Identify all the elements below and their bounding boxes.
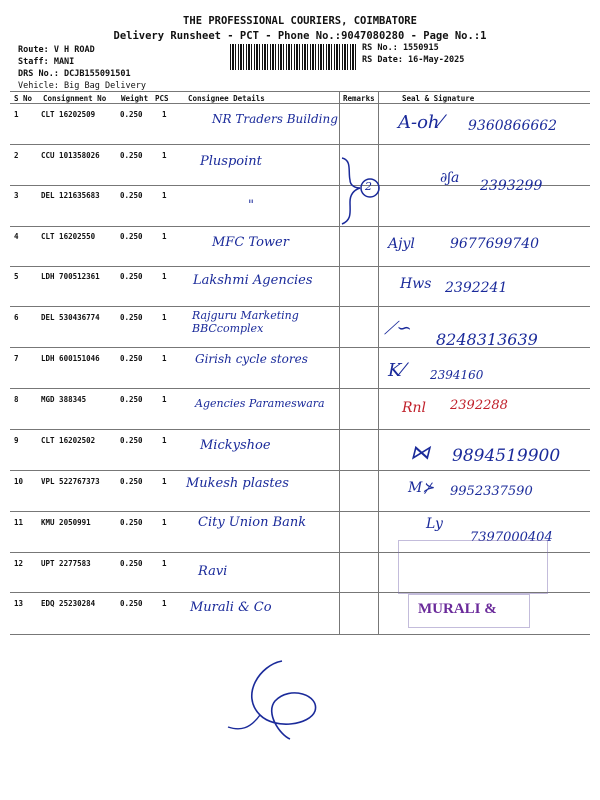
col-header-signature: Seal & Signature (402, 94, 475, 103)
consignee-handwritten: Ravi (198, 564, 228, 579)
signature-phone: 2393299 (480, 178, 543, 194)
row-pcs: 1 (162, 354, 167, 363)
row-pcs: 1 (162, 232, 167, 241)
row-consignment: DEL 121635683 (41, 191, 100, 200)
signature-scribble: ⋈ (410, 440, 430, 464)
row-sno: 4 (14, 232, 19, 241)
row-sno: 13 (14, 599, 24, 608)
col-header-remarks: Remarks (343, 94, 375, 103)
row-consignment: LDH 700512361 (41, 272, 100, 281)
row-weight: 0.250 (120, 395, 143, 404)
consignee-handwritten: Mukesh plastes (186, 476, 289, 491)
row-pcs: 1 (162, 151, 167, 160)
signature-scribble: A-oh⁄ (398, 112, 443, 133)
row-sno: 2 (14, 151, 19, 160)
row-pcs: 1 (162, 110, 167, 119)
signature-scribble: ⟋∽ (384, 318, 412, 339)
row-consignment: CLT 16202509 (41, 110, 96, 119)
signature-scribble: M⊁ (408, 480, 435, 496)
consignee-handwritten: Agencies Parameswara (195, 397, 325, 410)
runsheet-subtitle: Delivery Runsheet - PCT - Phone No.:9047080280 - Page No.:1 (113, 30, 487, 42)
row-divider (10, 511, 590, 512)
consignee-handwritten: MFC Tower (212, 235, 289, 250)
consignee-handwritten: Murali & Co (190, 600, 272, 615)
row-consignment: DEL 530436774 (41, 313, 100, 322)
row-weight: 0.250 (120, 272, 143, 281)
signature-scribble: Ajyl (388, 236, 415, 252)
stamp-text: MURALI & (418, 601, 497, 617)
row-pcs: 1 (162, 436, 167, 445)
row-weight: 0.250 (120, 313, 143, 322)
row-consignment: CLT 16202502 (41, 436, 96, 445)
consignee-handwritten: Mickyshoe (200, 438, 271, 453)
row-pcs: 1 (162, 559, 167, 568)
remarks-count: 2 (365, 180, 372, 193)
row-consignment: CLT 16202550 (41, 232, 96, 241)
col-header-consignee: Consignee Details (188, 94, 265, 103)
route-info: Route: V H ROAD (18, 45, 95, 55)
row-sno: 7 (14, 354, 19, 363)
row-divider (10, 306, 590, 307)
row-divider (10, 226, 590, 227)
consignee-handwritten: NR Traders Building (212, 112, 338, 126)
signature-scribble: Hws (400, 276, 432, 292)
signature-scribble: Ly (426, 516, 443, 532)
row-pcs: 1 (162, 518, 167, 527)
vehicle-info: Vehicle: Big Bag Delivery (18, 81, 146, 91)
rubber-stamp (398, 540, 548, 594)
signature-phone: 9894519900 (452, 446, 561, 466)
consignee-handwritten: " (248, 198, 254, 213)
row-weight: 0.250 (120, 354, 143, 363)
table-top-rule (10, 91, 590, 92)
row-consignment: CCU 101358026 (41, 151, 100, 160)
row-pcs: 1 (162, 599, 167, 608)
drs-number: DRS No.: DCJB155091501 (18, 69, 131, 79)
row-pcs: 1 (162, 191, 167, 200)
signature-scribble: K⁄ (388, 360, 405, 381)
signature-phone: 9952337590 (450, 484, 533, 499)
signature-phone: 2392288 (450, 398, 508, 413)
row-pcs: 1 (162, 272, 167, 281)
row-consignment: MGD 388345 (41, 395, 87, 404)
row-divider (10, 429, 590, 430)
row-weight: 0.250 (120, 559, 143, 568)
col-header-pcs: PCS (155, 94, 169, 103)
row-weight: 0.250 (120, 518, 143, 527)
company-title: THE PROFESSIONAL COURIERS, COIMBATORE (183, 15, 417, 27)
row-sno: 10 (14, 477, 24, 486)
row-weight: 0.250 (120, 232, 143, 241)
row-sno: 9 (14, 436, 19, 445)
signature-phone: 9677699740 (450, 236, 540, 252)
row-consignment: LDH 600151046 (41, 354, 100, 363)
table-bottom-rule (10, 634, 590, 635)
row-sno: 11 (14, 518, 24, 527)
row-weight: 0.250 (120, 477, 143, 486)
consignee-handwritten: City Union Bank (198, 515, 307, 530)
consignee-handwritten: Rajguru Marketing BBCcomplex (192, 309, 299, 335)
row-weight: 0.250 (120, 110, 143, 119)
row-pcs: 1 (162, 395, 167, 404)
barcode-image (230, 44, 356, 70)
table-header-rule (10, 103, 590, 104)
row-sno: 5 (14, 272, 19, 281)
col-header-consignment: Consignment No (43, 94, 107, 103)
signature-flourish (220, 655, 340, 745)
signature-scribble: ∂ʃa (440, 170, 460, 186)
rs-date: RS Date: 16-May-2025 (362, 55, 465, 65)
row-consignment: VPL 522767373 (41, 477, 100, 486)
signature-phone: 9360866662 (468, 118, 558, 134)
row-sno: 3 (14, 191, 19, 200)
consignee-handwritten: Pluspoint (200, 154, 262, 169)
col-header-weight: Weight (121, 94, 149, 103)
row-sno: 12 (14, 559, 24, 568)
signature-phone: 8248313639 (436, 330, 538, 349)
row-weight: 0.250 (120, 191, 143, 200)
consignee-handwritten: Girish cycle stores (195, 352, 308, 366)
row-divider (10, 388, 590, 389)
remarks-bracket-mark (330, 150, 380, 230)
row-weight: 0.250 (120, 599, 143, 608)
signature-phone: 2394160 (430, 368, 484, 382)
row-consignment: UPT 2277583 (41, 559, 91, 568)
signature-scribble: Rnl (402, 400, 427, 416)
row-sno: 6 (14, 313, 19, 322)
col-header-sno: S No (14, 94, 33, 103)
row-divider (10, 144, 590, 145)
signature-phone: 2392241 (445, 280, 508, 296)
row-sno: 8 (14, 395, 19, 404)
row-divider (10, 266, 590, 267)
rs-number: RS No.: 1550915 (362, 43, 439, 53)
row-divider (10, 470, 590, 471)
staff-info: Staff: MANI (18, 57, 75, 67)
row-weight: 0.250 (120, 151, 143, 160)
row-pcs: 1 (162, 313, 167, 322)
signature-phone: 7397000404 (470, 530, 553, 545)
row-sno: 1 (14, 110, 19, 119)
row-weight: 0.250 (120, 436, 143, 445)
row-consignment: EDQ 25230284 (41, 599, 96, 608)
consignee-handwritten: Lakshmi Agencies (193, 273, 313, 288)
row-consignment: KMU 2050991 (41, 518, 91, 527)
row-pcs: 1 (162, 477, 167, 486)
